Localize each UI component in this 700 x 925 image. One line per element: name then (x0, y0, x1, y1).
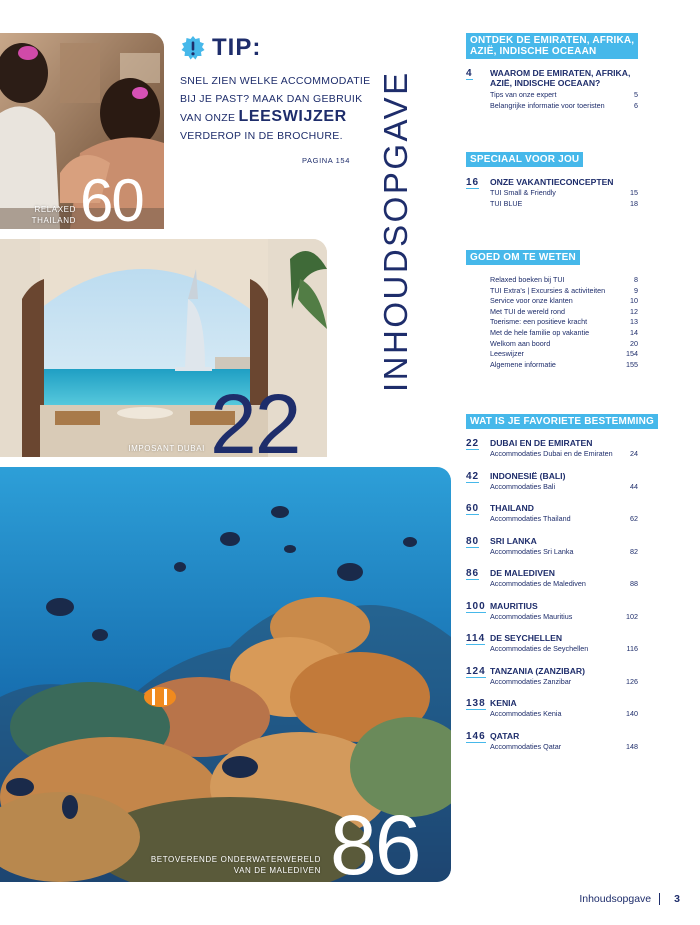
toc-subitems (490, 90, 638, 111)
toc-subitem-page: 154 (626, 349, 638, 359)
maldives-page-number: 86 (330, 798, 420, 882)
toc-subitems (490, 612, 638, 623)
toc-subitems (490, 644, 638, 655)
toc-subitem-page: 140 (626, 709, 638, 718)
toc-subitem[interactable] (490, 296, 638, 307)
toc-entry-number: 16 (466, 177, 480, 188)
tip-page-reference: PAGINA 154 (302, 156, 350, 165)
dubai-page-number: 22 (210, 377, 300, 457)
toc-subitem-label: Accommodaties Mauritius (490, 612, 573, 621)
toc-subitem-label: Service voor onze klanten (490, 296, 573, 306)
toc-subitem-label: TUI Small & Friendly (490, 188, 556, 197)
toc-subitem-page: 13 (630, 317, 638, 327)
toc-subitem-label: Algemene informatie (490, 359, 556, 369)
table-of-contents-title: INHOUDSOPGAVE (377, 70, 414, 392)
toc-entry-title: DUBAI EN DE EMIRATEN (490, 438, 593, 448)
toc-subitem[interactable] (490, 742, 638, 753)
toc-subitems (490, 482, 638, 493)
toc-subitem-page: 148 (626, 742, 638, 751)
toc-subitems (490, 275, 638, 370)
maldives-caption-line2: VAN DE MALEDIVEN (233, 866, 321, 875)
photo-thailand (0, 33, 164, 229)
toc-subitem[interactable] (490, 188, 638, 199)
toc-subitem-label: Relaxed boeken bij TUI (490, 275, 565, 284)
toc-subitem-label: Toerisme: een positieve kracht (490, 317, 588, 327)
toc-entry-number: 80 (466, 536, 480, 547)
toc-subitem[interactable] (490, 275, 638, 286)
toc-entry-title-line2: AZIË, INDISCHE OCEAAN? (490, 78, 601, 88)
toc-subitem-label: Met de hele familie op vakantie (490, 327, 590, 337)
toc-subitems (490, 709, 638, 720)
section-speciaal-header: SPECIAAL VOOR JOU (466, 152, 583, 167)
toc-entry-number: 138 (466, 698, 486, 709)
toc-subitem-label: TUI Extra's | Excursies & activiteiten (490, 285, 606, 295)
toc-subitem[interactable] (490, 349, 638, 360)
section-goed-header: GOED OM TE WETEN (466, 250, 580, 265)
maldives-caption (151, 854, 321, 876)
toc-entry-title: INDONESIË (BALI) (490, 471, 566, 481)
toc-subitem-page: 5 (634, 90, 638, 99)
toc-subitem[interactable] (490, 449, 638, 460)
toc-subitems (490, 677, 638, 688)
toc-subitem[interactable] (490, 514, 638, 525)
section-ontdek-header-line1: ONTDEK DE EMIRATEN, AFRIKA, (470, 35, 635, 46)
toc-subitem-page: 102 (626, 612, 638, 621)
toc-entry-title: SRI LANKA (490, 536, 537, 546)
toc-subitem[interactable] (490, 307, 638, 318)
toc-subitems (490, 449, 638, 460)
toc-subitem-label: Leeswijzer (490, 349, 524, 359)
toc-entry-title: DE MALEDIVEN (490, 568, 555, 578)
toc-entry-title (490, 68, 640, 88)
toc-entry-number: 114 (466, 633, 486, 644)
toc-subitem-page: 20 (630, 338, 638, 348)
tip-line4: VERDEROP IN DE BROCHURE. (180, 130, 343, 142)
maldives-caption-line1: BETOVERENDE ONDERWATERWERELD (150, 855, 321, 864)
toc-subitem-page: 155 (626, 359, 638, 369)
toc-subitem-label: Accommodaties Thailand (490, 514, 571, 523)
toc-subitem[interactable] (490, 547, 638, 558)
toc-entry-number: 86 (466, 568, 480, 579)
toc-subitem[interactable] (490, 101, 638, 112)
toc-subitem[interactable] (490, 677, 638, 688)
toc-entry-title: KENIA (490, 698, 517, 708)
tip-header (180, 34, 380, 62)
toc-subitem-page: 24 (630, 449, 638, 458)
toc-subitem[interactable] (490, 317, 638, 328)
footer-divider (659, 893, 660, 905)
toc-entry-number: 22 (466, 438, 480, 449)
tip-leeswijzer-link: LEESWIJZER (238, 108, 347, 125)
toc-subitem-label: TUI BLUE (490, 198, 523, 208)
toc-entry-number: 4 (466, 68, 473, 79)
footer-label: Inhoudsopgave (579, 893, 652, 905)
toc-subitem-page: 44 (630, 482, 638, 491)
toc-subitems (490, 742, 638, 753)
toc-subitems (490, 188, 638, 209)
toc-subitem[interactable] (490, 644, 638, 655)
toc-subitem-page: 6 (634, 100, 638, 110)
toc-subitems (490, 514, 638, 525)
toc-subitem-label: Accommodaties Kenia (490, 709, 562, 718)
toc-subitem-label: Accommodaties Sri Lanka (490, 547, 574, 556)
toc-entry-title-line1: WAAROM DE EMIRATEN, AFRIKA, (490, 68, 631, 78)
toc-subitem-page: 9 (634, 285, 638, 295)
toc-entry-title: DE SEYCHELLEN (490, 633, 563, 643)
toc-subitem-page: 88 (630, 579, 638, 588)
thailand-caption-line2: THAILAND (31, 216, 76, 225)
toc-subitem-label: Welkom aan boord (490, 338, 551, 348)
toc-subitem-page: 10 (630, 296, 638, 306)
tip-line2: BIJ JE PAST? MAAK DAN GEBRUIK (180, 93, 363, 105)
toc-subitem-page: 82 (630, 547, 638, 556)
thailand-page-number: 60 (80, 167, 143, 229)
section-favoriete-header: WAT IS JE FAVORIETE BESTEMMING (466, 414, 658, 429)
section-ontdek-header (466, 33, 638, 59)
toc-subitem-label: Accommodaties Zanzibar (490, 677, 572, 686)
thailand-caption-line1: RELAXED (34, 205, 76, 214)
toc-subitem[interactable] (490, 199, 638, 210)
toc-subitems (490, 579, 638, 590)
toc-subitem-label: Accommodaties de Seychellen (490, 644, 589, 653)
toc-entry-number: 42 (466, 471, 480, 482)
tip-text (180, 72, 380, 145)
toc-subitem-page: 18 (630, 198, 638, 208)
toc-subitem-label: Met TUI de wereld rond (490, 306, 565, 316)
toc-entry-number: 124 (466, 666, 486, 677)
page-footer (579, 893, 680, 905)
photo-dubai (0, 239, 327, 457)
toc-entry-title: TANZANIA (ZANZIBAR) (490, 666, 585, 676)
toc-subitem-label: Accommodaties Dubai en de Emiraten (490, 449, 613, 458)
toc-entry-title: QATAR (490, 731, 520, 741)
toc-subitem-page: 126 (626, 677, 638, 686)
footer-page-number: 3 (674, 893, 680, 905)
toc-subitem-label: Accommodaties Bali (490, 482, 556, 491)
tip-line1: SNEL ZIEN WELKE ACCOMMODATIE (180, 75, 371, 87)
toc-subitem-page: 116 (626, 644, 638, 653)
toc-entry-title: ONZE VAKANTIECONCEPTEN (490, 177, 614, 187)
toc-entry-title: THAILAND (490, 503, 534, 513)
toc-subitem-page: 62 (630, 514, 638, 523)
toc-entry-title: MAURITIUS (490, 601, 538, 611)
toc-subitem-label: Accommodaties Qatar (490, 742, 562, 751)
toc-subitem-page: 15 (630, 188, 638, 197)
dubai-caption: IMPOSANT DUBAI (128, 444, 205, 453)
tip-title: TIP: (212, 34, 262, 61)
toc-subitems (490, 547, 638, 558)
toc-subitem[interactable] (490, 339, 638, 350)
toc-subitem-label: Belangrijke informatie voor toeristen (490, 100, 605, 110)
thailand-caption (32, 204, 76, 226)
tip-line3-prefix: VAN ONZE (180, 112, 239, 124)
toc-subitem-page: 12 (630, 306, 638, 316)
toc-subitem[interactable] (490, 360, 638, 371)
toc-entry-number: 60 (466, 503, 480, 514)
tip-block (180, 34, 380, 145)
toc-subitem[interactable] (490, 482, 638, 493)
toc-subitem[interactable] (490, 612, 638, 623)
toc-entry-number: 100 (466, 601, 486, 612)
toc-subitem[interactable] (490, 286, 638, 297)
exclamation-badge-icon (180, 35, 206, 61)
toc-subitem[interactable] (490, 579, 638, 590)
section-ontdek-header-line2: AZIË, INDISCHE OCEAAN (470, 46, 597, 57)
toc-subitem[interactable] (490, 90, 638, 101)
toc-subitem[interactable] (490, 328, 638, 339)
toc-subitem-page: 14 (630, 327, 638, 337)
toc-subitem-label: Accommodaties de Malediven (490, 579, 586, 588)
toc-subitem-label: Tips van onze expert (490, 90, 557, 99)
toc-entry-number: 146 (466, 731, 486, 742)
photo-maldives (0, 467, 451, 882)
toc-subitem-page: 8 (634, 275, 638, 284)
toc-subitem[interactable] (490, 709, 638, 720)
